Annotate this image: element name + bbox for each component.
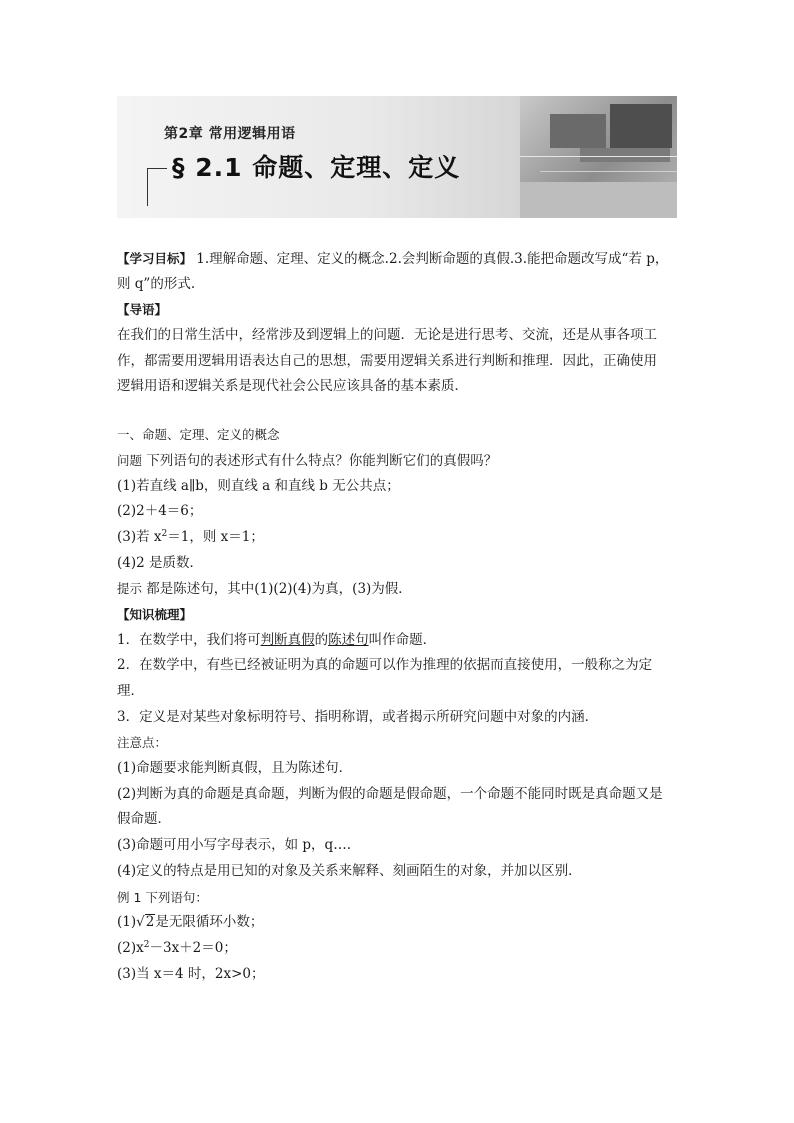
example-title: 例 1 下列语句： xyxy=(117,889,208,905)
knowledge-point-2b: 理． xyxy=(117,683,144,699)
title-divider-left xyxy=(147,168,167,169)
example-item-2: $(2)x^2-3x+2=0$； xyxy=(117,939,237,956)
knowledge-point-3: 3．定义是对某些对象标明符号、指明称谓，或者揭示所研究问题中对象的内涵． xyxy=(117,708,599,725)
knowledge-tag: 【知识梳理】 xyxy=(117,606,193,622)
knowledge-point-1: 1．在数学中，我们将可判断真假的陈述句叫作命题． xyxy=(117,631,437,648)
note-1: (1)命题要求能判断真假，且为陈述句． xyxy=(117,760,353,777)
part1-title: 一、命题、定理、定义的概念 xyxy=(117,427,280,443)
question-item-3: (3)若 $x^2=1$，则 x＝1； xyxy=(117,528,264,545)
hint-line xyxy=(117,576,679,602)
question-tag: 问题 xyxy=(117,452,143,468)
intro-tag: 【导语】 xyxy=(117,302,168,318)
banner-photo xyxy=(520,96,677,218)
title-divider-vertical xyxy=(147,168,148,206)
sqrt-symbol: √2 xyxy=(136,914,155,931)
note-2a: (2)判断为真的命题是真命题，判断为假的命题是假命题，一个命题不能同时既是真命题又是 xyxy=(117,785,663,802)
section-title: § 2.1 命题、定理、定义 xyxy=(172,153,461,182)
question-text: 下列语句的表述形式有什么特点？你能判断它们的真假吗？ xyxy=(142,452,498,469)
objectives-tag: 【学习目标】 xyxy=(117,251,193,266)
chapter-banner xyxy=(117,96,677,218)
page-content xyxy=(117,246,679,987)
objectives-text: 1.理解命题、定理、定义的概念.2.会判断命题的真假.3.能把命题改写成“若 p， xyxy=(192,251,669,267)
note-3: (3)命题可用小写字母表示，如 p，q…. xyxy=(117,837,351,854)
underlined-term-2: 陈述句 xyxy=(328,631,369,648)
note-4: (4)定义的特点是用已知的对象及关系来解释、刻画陌生的对象，并加以区别． xyxy=(117,862,582,879)
intro-line-2: 作，都需要用逻辑用语表达自己的思想，需要用逻辑关系进行判断和推理．因此，正确使用 xyxy=(117,352,657,369)
chapter-title: 第2章 常用逻辑用语 xyxy=(164,126,296,142)
knowledge-point-2a: 2．在数学中，有些已经被证明为真的命题可以作为推理的依据而直接使用，一般称之为定 xyxy=(117,657,653,674)
example-item-3: (3)当 x＝4 时，2x>0； xyxy=(117,965,265,982)
hint-tag: 提示 xyxy=(117,581,143,597)
objectives-line xyxy=(117,246,679,272)
note-2b: 假命题． xyxy=(117,811,171,828)
objectives-text-2: 则 q”的形式. xyxy=(117,275,196,292)
intro-line-3: 逻辑用语和逻辑关系是现代社会公民应该具备的基本素质． xyxy=(117,378,468,395)
underlined-term-1: 判断真假 xyxy=(260,631,315,648)
notes-title: 注意点： xyxy=(117,735,168,751)
intro-line-1: 在我们的日常生活中，经常涉及到逻辑上的问题．无论是进行思考、交流，还是从事各项工 xyxy=(117,327,657,344)
example-item-1: (1)√2是无限循环小数； xyxy=(117,910,679,936)
question-item-2: (2)2＋4＝6； xyxy=(117,503,203,520)
question-item-4: (4)2 是质数． xyxy=(117,554,204,571)
question-line xyxy=(117,448,679,474)
hint-text: 都是陈述句，其中(1)(2)(4)为真，(3)为假． xyxy=(142,581,412,598)
question-item-1: (1)若直线 a∥b，则直线 a 和直线 b 无公共点； xyxy=(117,477,400,494)
